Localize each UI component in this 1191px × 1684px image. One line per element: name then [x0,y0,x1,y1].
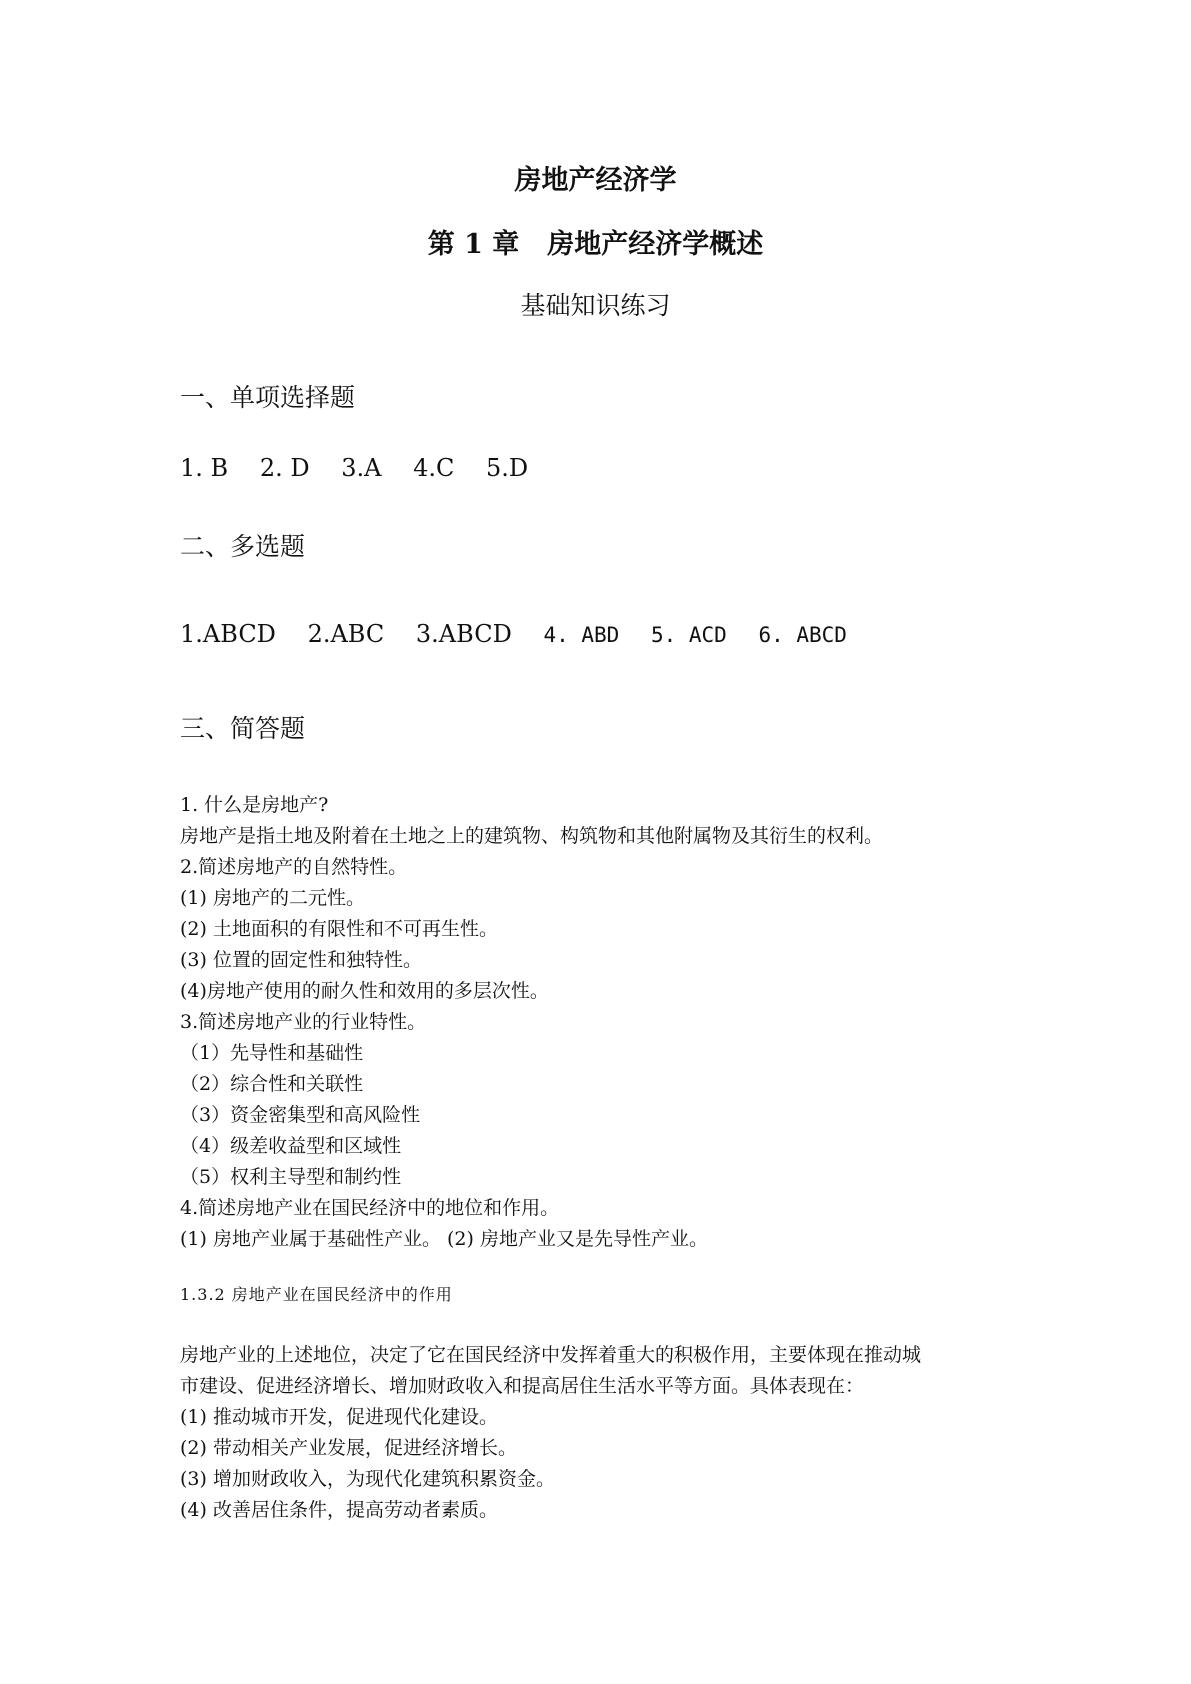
section-single-choice-heading: 一、单项选择题 [180,383,356,412]
section-multi-choice-heading: 二、多选题 [180,532,306,561]
body-line: (3) 位置的固定性和独特性。 [180,949,422,971]
section-short-answer-heading: 三、简答题 [180,714,306,743]
answer-item: 4. ABD [543,623,620,647]
subtitle: 基础知识练习 [520,291,671,320]
body-line: (1) 推动城市开发，促进现代化建设。 [180,1406,498,1428]
answer-item: 6. ABCD [758,623,847,647]
chapter-name: 房地产经济学概述 [547,229,764,260]
body-line: （2）综合性和关联性 [180,1073,364,1095]
single-choice-answers [180,454,552,482]
document-title: 房地产经济学 [514,165,677,196]
body-line: (1) 房地产的二元性。 [180,887,365,909]
body-line: 2.简述房地产的自然特性。 [180,856,408,878]
answer-item: 3.A [341,454,382,482]
chapter-number: 第 1 章 [427,229,520,260]
chapter-title [0,222,1191,261]
body-line: (2) 土地面积的有限性和不可再生性。 [180,918,498,940]
body-line: （3）资金密集型和高风险性 [180,1104,421,1126]
body-line: (1) 房地产业属于基础性产业。 (2) 房地产业又是先导性产业。 [180,1228,708,1250]
body-line: 3.简述房地产业的行业特性。 [180,1011,427,1033]
answer-item: 1.ABCD [180,620,276,648]
body-line: 房地产是指土地及附着在土地之上的建筑物、构筑物和其他附属物及其衍生的权利。 [180,825,884,847]
multi-choice-answers [180,620,871,648]
answer-item: 5. ACD [650,623,727,647]
subsection-heading: 1.3.2 房地产业在国民经济中的作用 [180,1285,453,1304]
answer-item: 5.D [486,454,529,482]
body-line: 房地产业的上述地位，决定了它在国民经济中发挥着重大的积极作用，主要体现在推动城 [180,1344,922,1366]
answer-item: 2.ABC [307,620,385,648]
body-line: 4.简述房地产业在国民经济中的地位和作用。 [180,1197,560,1219]
answer-item: 4.C [413,454,455,482]
answer-item: 2. D [259,454,310,482]
body-line: (4) 改善居住条件，提高劳动者素质。 [180,1499,498,1521]
answer-item: 1. B [180,454,229,482]
body-line: (2) 带动相关产业发展，促进经济增长。 [180,1437,517,1459]
body-line: （1）先导性和基础性 [180,1042,364,1064]
body-line: （4）级差收益型和区域性 [180,1135,402,1157]
answer-item: 3.ABCD [415,620,512,648]
body-line: （5）权利主导型和制约性 [180,1166,402,1188]
body-line: 市建设、促进经济增长、增加财政收入和提高居住生活水平等方面。具体表现在： [180,1375,865,1397]
body-line: (3) 增加财政收入，为现代化建筑积累资金。 [180,1468,555,1490]
body-line: 1. 什么是房地产? [180,794,329,816]
body-line: (4)房地产使用的耐久性和效用的多层次性。 [180,980,549,1002]
